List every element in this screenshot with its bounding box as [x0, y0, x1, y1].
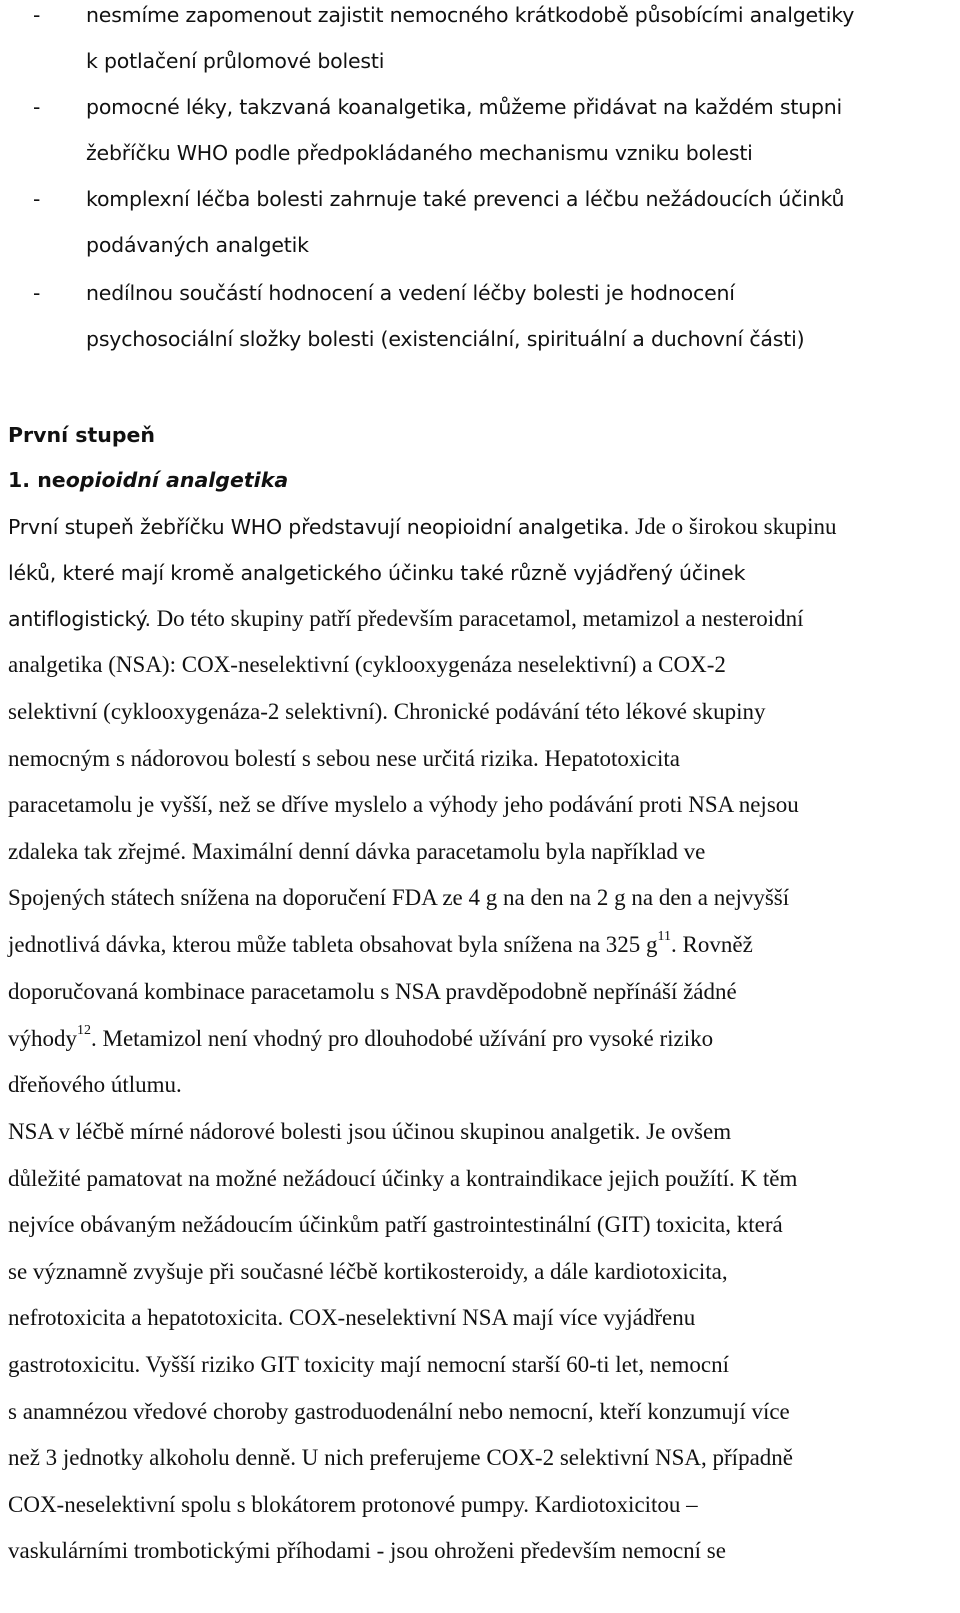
- bullet-dash: -: [33, 95, 41, 119]
- text-run: COX-neselektivní spolu s blokátorem protonové pumpy. Kardiotoxicitou –: [8, 1492, 698, 1517]
- text-run: nefrotoxicita a hepatotoxicita. COX-neselektivní NSA mají více vyjádřenu: [8, 1305, 696, 1330]
- text-run: Do této skupiny patří především paracetamol, metamizol a nesteroidní: [150, 606, 804, 631]
- list-item-text: k potlačení průlomové bolesti: [86, 49, 385, 73]
- text-run: . Rovněž: [671, 932, 753, 957]
- list-item-text: žebříčku WHO podle předpokládaného mechanismu vzniku bolesti: [86, 141, 753, 165]
- list-item-text: psychosociální složky bolesti (existenciální, spirituální a duchovní části): [86, 327, 805, 351]
- text-run: s anamnézou vředové choroby gastroduodenální nebo nemocní, kteří konzumují více: [8, 1399, 790, 1424]
- list-item-text: pomocné léky, takzvaná koanalgetika, můžeme přidávat na každém stupni: [86, 95, 843, 119]
- text-run: vaskulárními trombotickými příhodami - jsou ohroženi především nemocní se: [8, 1538, 726, 1563]
- text-run: Jde o širokou skupinu: [629, 514, 837, 539]
- section-heading: První stupeň: [8, 423, 156, 447]
- reference-number: 11: [657, 929, 672, 944]
- text-run: důležité pamatovat na možné nežádoucí účinky a kontraindikace jejich použítí. K těm: [8, 1166, 798, 1191]
- list-item-text: nedílnou součástí hodnocení a vedení léčby bolesti je hodnocení: [86, 281, 735, 305]
- text-run: nejvíce obávaným nežádoucím účinkům patří gastrointestinální (GIT) toxicita, která: [8, 1212, 783, 1237]
- text-run: . Metamizol není vhodný pro dlouhodobé užívání pro vysoké riziko: [91, 1026, 714, 1051]
- text-run: zdaleka tak zřejmé. Maximální denní dávka paracetamolu byla například ve: [8, 839, 706, 864]
- text-run: paracetamolu je vyšší, než se dříve myslelo a výhody jeho podávání proti NSA nejsou: [8, 792, 799, 817]
- text-run: léků, které mají kromě analgetického účinku také různě vyjádřený účinek: [8, 561, 746, 585]
- text-run: selektivní (cyklooxygenáza-2 selektivní). Chronické podávání této lékové skupiny: [8, 699, 766, 724]
- text-run: než 3 jednotky alkoholu denně. U nich preferujeme COX-2 selektivní NSA, případně: [8, 1445, 793, 1470]
- bullet-dash: -: [33, 281, 41, 305]
- text-run: nemocným s nádorovou bolestí s sebou nese určitá rizika. Hepatotoxicita: [8, 746, 680, 771]
- text-run: jednotlivá dávka, kterou může tableta obsahovat byla snížena na 325 g: [8, 932, 658, 957]
- subheading: [8, 465, 288, 495]
- text-run: výhody: [8, 1026, 77, 1051]
- text-run: gastrotoxicitu. Vyšší riziko GIT toxicity mají nemocní starší 60-ti let, nemocní: [8, 1352, 729, 1377]
- reference-number: 12: [77, 1023, 91, 1038]
- subheading-title: opioidní analgetika: [65, 468, 289, 492]
- subheading-number: 1. ne: [8, 468, 66, 492]
- text-run: se významně zvyšuje při současné léčbě kortikosteroidy, a dále kardiotoxicita,: [8, 1259, 728, 1284]
- list-item-text: komplexní léčba bolesti zahrnuje také prevenci a léčbu nežádoucích účinků: [86, 187, 845, 211]
- text-run: antiflogistický.: [8, 607, 151, 631]
- bullet-dash: -: [33, 187, 41, 211]
- list-item-text: nesmíme zapomenout zajistit nemocného krátkodobě působícími analgetiky: [86, 3, 855, 27]
- list-item-text: podávaných analgetik: [86, 233, 309, 257]
- text-run: doporučovaná kombinace paracetamolu s NSA pravděpodobně nepřínáší žádné: [8, 979, 737, 1004]
- text-run: První stupeň žebříčku WHO představují neopioidní analgetika.: [8, 515, 630, 539]
- text-run: dřeňového útlumu.: [8, 1072, 182, 1097]
- text-run: NSA v léčbě mírné nádorové bolesti jsou účinou skupinou analgetik. Je ovšem: [8, 1119, 732, 1144]
- text-run: analgetika (NSA): COX-neselektivní (cyklooxygenáza neselektivní) a COX-2: [8, 652, 726, 677]
- bullet-dash: -: [33, 3, 41, 27]
- text-run: Spojených státech snížena na doporučení FDA ze 4 g na den na 2 g na den a nejvyšší: [8, 885, 790, 910]
